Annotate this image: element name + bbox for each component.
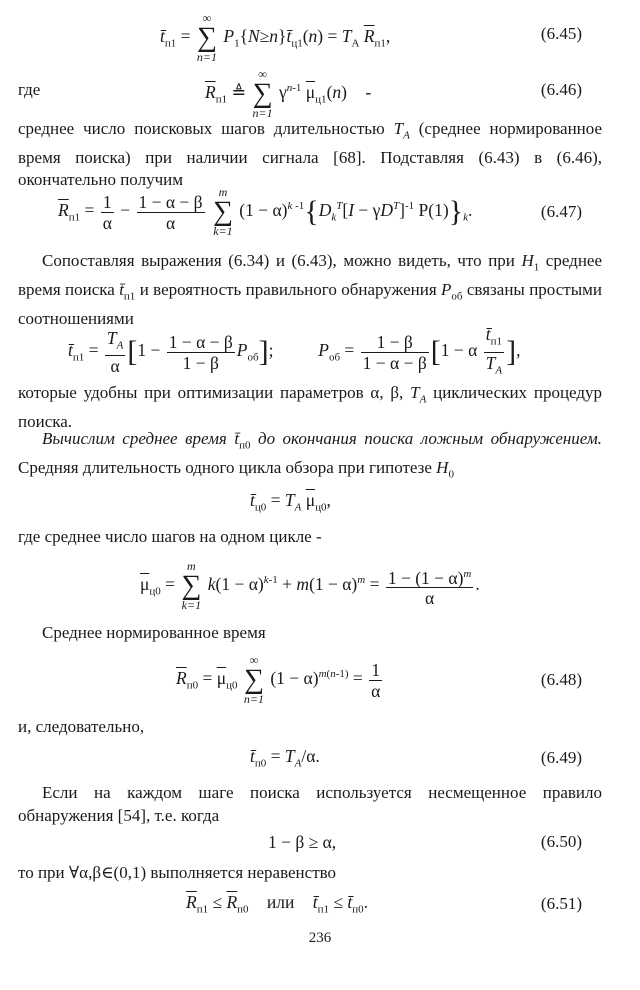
equation-number: (6.49) xyxy=(540,748,582,767)
formula-cycle-time: $t̄_{ц0} = T_A$ $\overline{\mu}_{ц0}$, xyxy=(250,490,331,514)
formula-mean-steps: $\overline{\mu}_{ц0}$ = m ∑ k=1 $k(1 - \alpha)^{k-1} + m(1 - \alpha)^m$ = $\frac{1 - (1 - \alpha)^m}{\alpha}$ . xyxy=(140,559,480,612)
dash: - xyxy=(365,82,372,103)
formula-6-48: $\overline{R}_{п0} = \overline{\mu}_{ц0}$ ∞ ∑ n=1 $(1 - \alpha)^{m(n-1)}$ = $\frac{1}{\alpha}$ xyxy=(176,653,381,706)
italic-text: до окончания поиска ложным обнаружением. xyxy=(257,429,603,448)
text: и вероятность правильного обнаружения xyxy=(139,279,437,299)
equation-6-48 xyxy=(0,650,640,712)
paragraph-6: Среднее нормированное время xyxy=(42,623,266,642)
equation-cycle-time xyxy=(0,488,640,518)
formula-relations: $t̄_{п1}$ = $\frac{T_A}{\alpha}$ [1 − $\frac{1 - \alpha - \beta}{1 - \beta}$ $P_{об}$]; $P_{об}$ = $\frac{1 - \beta}{1 - \alpha - \beta}$ [1 − α $\frac{t̄_{п1}}{T_A}$ ], xyxy=(68,324,521,377)
paragraph-8: Если на каждом шаге поиска используется несмещенное правило обнаружения [54], т.е. когда xyxy=(18,783,602,825)
text: которые удобны при оптимизации параметров α, β, xyxy=(18,383,404,402)
paragraph-3: которые удобны при оптимизации параметров α, β, $T_A$ циклических процедур поиска. xyxy=(18,383,603,431)
text: среднее время поиска xyxy=(18,251,603,299)
formula-6-49: $t̄_{п0} = T_A/\alpha$. xyxy=(250,746,320,770)
text: среднее число поисковых шагов длительностью xyxy=(18,119,385,138)
equation-6-45 xyxy=(0,10,640,68)
formula-6-50: 1 − β ≥ α, xyxy=(268,832,337,852)
text: Сопоставляя выражения (6.34) и (6.43), можно видеть, что при xyxy=(42,251,515,270)
equation-number: (6.50) xyxy=(540,832,582,851)
equation-number: (6.48) xyxy=(540,670,582,689)
equation-mean-steps xyxy=(0,556,640,616)
text: связаны простыми соотношениями xyxy=(18,279,602,328)
equation-6-47 xyxy=(0,184,640,246)
equation-6-51 xyxy=(0,892,640,922)
equation-number: (6.46) xyxy=(540,80,582,99)
paragraph-1: среднее число поисковых шагов длительностью $T_A$ (среднее нормированное время поиска) при наличии сигнала [68]. Подставляя (6.43) в (6.46), окончательно получим xyxy=(18,119,603,190)
page-number: 236 xyxy=(308,930,332,946)
equation-number: (6.47) xyxy=(540,202,582,221)
formula-6-47: $\overline{R}_{п1}$ = $\frac{1}{\alpha}$ − $\frac{1 - \alpha - \beta}{\alpha}$ m ∑ k=1 $(1 - \alpha)^{k -1}\{D_k^T[I - \gamma D^T]^{-1}$ $P(1)\}_k$. xyxy=(58,185,473,238)
equation-relations xyxy=(0,322,640,378)
text: Средняя длительность одного цикла обзора при гипотезе xyxy=(18,457,432,477)
text: циклических процедур поиска. xyxy=(18,383,603,431)
text: (среднее нормированное время поиска) при наличии сигнала [68]. Подставляя (6.43) в (6.46), окончательно получим xyxy=(18,119,603,190)
equation-6-50 xyxy=(0,830,640,858)
formula-6-45: $t̄_{п1}$ = ∞ ∑ n=1 $P_1\{N\ge n\}t̄_{ц1}(n) = T_A$ $\overline{R}_{п1}$, xyxy=(160,11,391,64)
paragraph-4: Вычислим среднее время $t̄_{п0}$ до окончания поиска ложным обнаружением. Средняя длительность одного цикла обзора при гипотезе $H_0$ xyxy=(18,429,603,481)
equation-6-49 xyxy=(0,744,640,774)
paragraph-9: то при ∀α,β∈(0,1) выполняется неравенство xyxy=(18,863,337,882)
where-word: где xyxy=(18,80,41,99)
paragraph-2: Сопоставляя выражения (6.34) и (6.43), можно видеть, что при $H_1$ среднее время поиска $t̄_{п1}$ и вероятность правильного обнаружения $P_{об}$ связаны простыми соотношениями xyxy=(18,251,603,328)
paragraph-7: и, следовательно, xyxy=(18,717,145,736)
paragraph-5: где среднее число шагов на одном цикле - xyxy=(18,527,322,546)
equation-number: (6.51) xyxy=(540,894,582,913)
formula-6-46: $\overline{R}_{п1}$ ≜ ∞ ∑ n=1 $\gamma^{n-1}$ $\overline{\mu}_{ц1}(n)$ - xyxy=(205,67,372,120)
equation-6-46 xyxy=(0,68,640,120)
formula-6-51: $\overline{R}_{п1} \le \overline{R}_{п0}$ или $t̄_{п1}$ ≤ $t̄_{п0}$. xyxy=(186,892,369,916)
or-word: или xyxy=(266,892,295,912)
equation-number: (6.45) xyxy=(540,24,582,43)
italic-text: Вычислим среднее время xyxy=(42,429,227,448)
